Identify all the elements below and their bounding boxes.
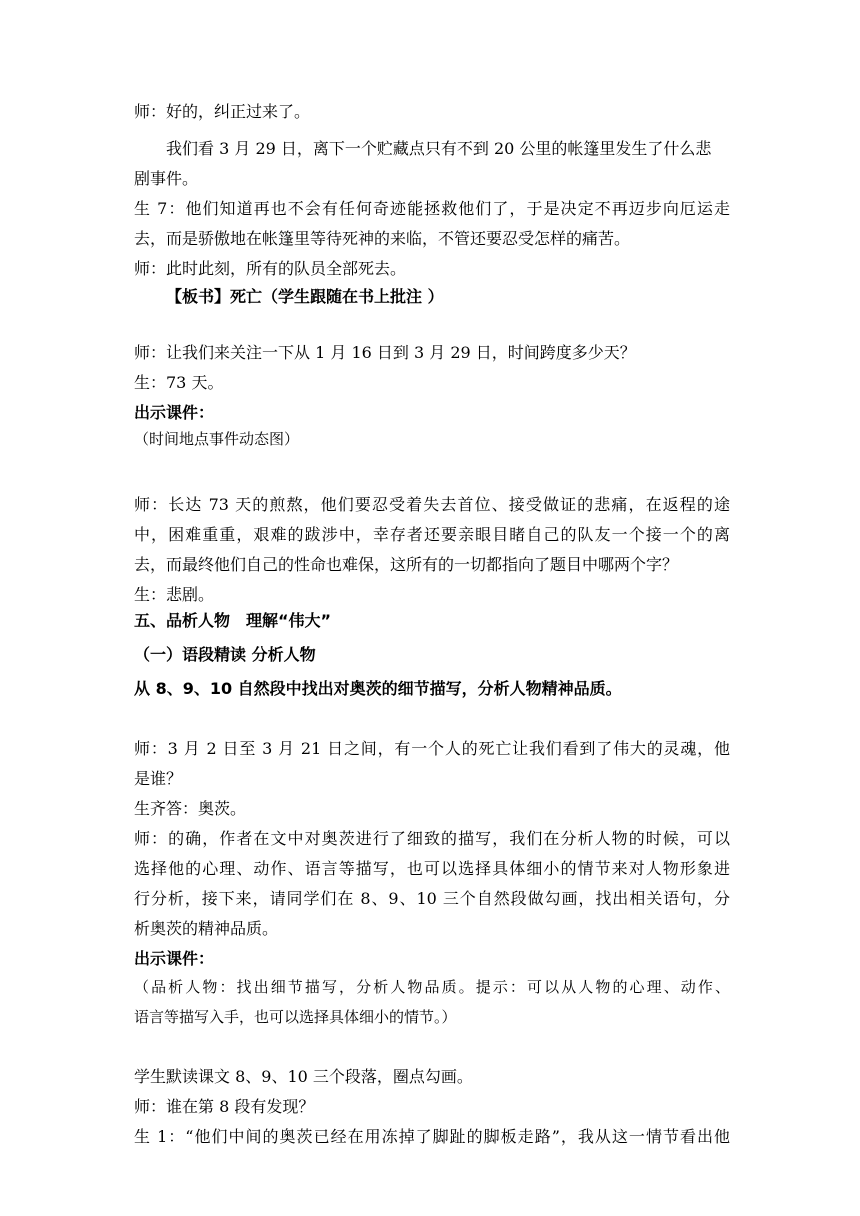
courseware-note: （时间地点事件动态图） <box>134 430 300 448</box>
text-line: 析奥茨的精神品质。 <box>134 919 279 938</box>
document-page <box>134 96 730 1149</box>
text-line: 师：谁在第 8 段有发现？ <box>134 1097 315 1116</box>
board-note: 【板书】死亡（学生跟随在书上批注 ） <box>166 287 444 306</box>
courseware-heading: 出示课件： <box>134 403 215 422</box>
text-line: 行分析，接下来，请同学们在 8、9、10 三个自然段做勾画，找出相关语句，分 <box>134 889 730 908</box>
text-line: 去，而最终他们自己的性命也难保，这所有的一切都指向了题目中哪两个字？ <box>134 555 679 574</box>
courseware-note: 语言等描写入手，也可以选择具体细小的情节。） <box>134 1008 457 1026</box>
text-line: 剧事件。 <box>134 169 199 188</box>
text-line: 去，而是骄傲地在帐篷里等待死神的来临，不管还要忍受怎样的痛苦。 <box>134 229 631 248</box>
text-line: 师：3 月 2 日至 3 月 21 日之间，有一个人的死亡让我们看到了伟大的灵魂，他 <box>134 739 730 758</box>
text-line: 我们看 3 月 29 日，离下一个贮藏点只有不到 20 公里的帐篷里发生了什么悲 <box>166 139 712 158</box>
text-line: 学生默读课文 8、9、10 三个段落，圈点勾画。 <box>134 1067 473 1086</box>
text-line: 生 7：他们知道再也不会有任何奇迹能拯救他们了，于是决定不再迈步向厄运走 <box>134 199 730 218</box>
text-line: 师：此时此刻，所有的队员全部死去。 <box>134 259 407 278</box>
blank-line <box>134 459 730 483</box>
courseware-heading: 出示课件： <box>134 949 215 968</box>
blank-line <box>134 707 730 731</box>
text-line: 师：的确，作者在文中对奥茨进行了细致的描写，我们在分析人物的时候，可以 <box>134 829 730 848</box>
text-line: 生 1：“他们中间的奥茨已经在用冻掉了脚趾的脚板走路”，我从这一情节看出他 <box>134 1127 730 1146</box>
courseware-note: （品析人物：找出细节描写，分析人物品质。提示：可以从人物的心理、动作、 <box>134 978 730 996</box>
text-line: 师：让我们来关注一下从 1 月 16 日到 3 月 29 日，时间跨度多少天？ <box>134 343 636 362</box>
text-line: 生：悲剧。 <box>134 585 215 604</box>
text-line: 师：长达 73 天的煎熬，他们要忍受着失去首位、接受做证的悲痛，在返程的途 <box>134 495 730 514</box>
blank-line <box>134 1033 730 1057</box>
text-line: 选择他的心理、动作、语言等描写，也可以选择具体细小的情节来对人物形象进 <box>134 859 730 878</box>
subsection-heading: （一）语段精读 分析人物 <box>134 645 316 664</box>
text-line: 中，困难重重，艰难的跋涉中，幸存者还要亲眼目睹自己的队友一个接一个的离 <box>134 525 730 544</box>
text-line: 师：好的，纠正过来了。 <box>134 102 311 121</box>
text-line: 是谁？ <box>134 769 183 788</box>
text-line: 生齐答：奥茨。 <box>134 799 247 818</box>
text-line: 生：73 天。 <box>134 373 224 392</box>
section-heading: 五、品析人物 理解“伟大” <box>134 611 332 630</box>
task-instruction: 从 8、9、10 自然段中找出对奥茨的细节描写，分析人物精神品质。 <box>134 679 622 698</box>
blank-line <box>134 309 730 333</box>
